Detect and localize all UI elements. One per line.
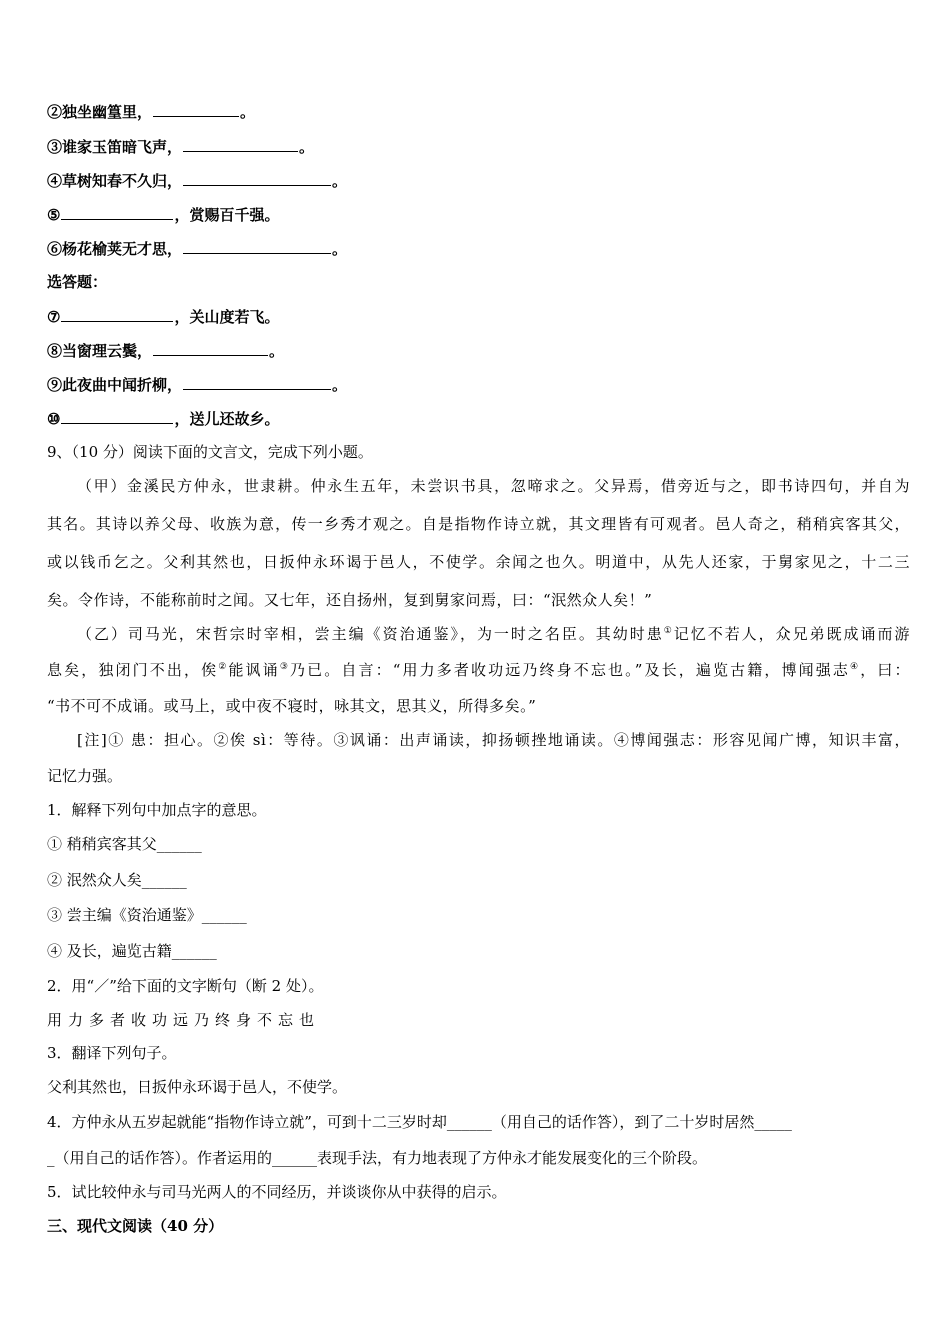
footnote-marker: ② bbox=[218, 662, 229, 672]
fill-item-3: ③谁家玉笛暗飞声， 。 bbox=[47, 138, 315, 156]
sub-question-1-item-4: ④ 及长，遍览古籍______ bbox=[47, 942, 217, 960]
sub-question-3: 3．翻译下列句子。 bbox=[47, 1044, 177, 1062]
sub-question-3-text: 父利其然也，日扳仲永环谒于邑人，不使学。 bbox=[47, 1078, 348, 1096]
footnote-marker: ④ bbox=[850, 662, 861, 672]
answer-blank bbox=[183, 238, 331, 254]
answer-blank bbox=[61, 204, 173, 220]
footnote-marker: ③ bbox=[279, 662, 291, 672]
fill-item-7: ⑦ ，关山度若飞。 bbox=[47, 308, 280, 326]
sub-question-4-line-1: 4．方仲永从五岁起就能“指物作诗立就”，可到十二三岁时却______（用自己的话作答），到了二十岁时居然_____ bbox=[47, 1113, 792, 1131]
footnote-marker: ① bbox=[663, 626, 674, 636]
answer-blank bbox=[61, 408, 173, 424]
passage-jia-line-2: 其名。其诗以养父母、收族为意，传一乡秀才观之。自是指物作诗立就，其文理皆有可观者。邑人奇之，稍稍宾客其父， bbox=[47, 515, 910, 533]
notes-line-2: 记忆力强。 bbox=[47, 767, 123, 785]
passage-yi-line-3: “书不可不成诵。或马上，或中夜不寝时，咏其文，思其义，所得多矣。” bbox=[47, 697, 537, 715]
section-3-heading: 三、现代文阅读（40 分） bbox=[47, 1217, 224, 1235]
answer-blank bbox=[183, 170, 331, 186]
fill-item-10: ⑩ ，送儿还故乡。 bbox=[47, 410, 280, 428]
sub-question-2-text: 用力多者收功远乃终身不忘也 bbox=[47, 1011, 321, 1029]
fill-item-9: ⑨此夜曲中闻折柳， 。 bbox=[47, 376, 348, 394]
question-9-heading: 9、（10 分）阅读下面的文言文，完成下列小题。 bbox=[47, 443, 373, 461]
passage-yi-line-2: 息矣，独闭门不出，俟②能讽诵③乃已。自言：“用力多者收功远乃终身不忘也。”及长，遍览古籍，博闻强志④，曰： bbox=[47, 661, 910, 679]
passage-yi-line-1: （乙）司马光，宋哲宗时宰相，尝主编《资治通鉴》，为一时之名臣。其幼时患①记忆不若人，众兄弟既成诵而游 bbox=[77, 625, 910, 643]
passage-jia-line-4: 矣。令作诗，不能称前时之闻。又七年，还自扬州，复到舅家问焉，曰：“泯然众人矣！” bbox=[47, 591, 653, 609]
answer-blank bbox=[183, 136, 298, 152]
notes-line-1: [注]① 患：担心。②俟 sì：等待。③讽诵：出声诵读，抑扬顿挫地诵读。④博闻强志：形容见闻广博，知识丰富， bbox=[77, 731, 910, 749]
answer-blank bbox=[153, 340, 268, 356]
fill-item-8: ⑧当窗理云鬓， 。 bbox=[47, 342, 285, 360]
sub-question-1-item-2: ② 泯然众人矣______ bbox=[47, 871, 187, 889]
sub-question-2: 2．用“／”给下面的文字断句（断 2 处）。 bbox=[47, 977, 324, 995]
answer-blank bbox=[153, 101, 239, 117]
answer-blank bbox=[183, 374, 331, 390]
sub-question-4-line-2: _（用自己的话作答）。作者运用的______表现手法，有力地表现了方仲永才能发展变化的三个阶段。 bbox=[47, 1149, 708, 1167]
passage-jia-line-1: （甲）金溪民方仲永，世隶耕。仲永生五年，未尝识书具，忽啼求之。父异焉，借旁近与之，即书诗四句，并自为 bbox=[77, 477, 910, 495]
fill-item-2: ②独坐幽篁里， 。 bbox=[47, 103, 256, 121]
fill-item-5: ⑤ ，赏赐百千强。 bbox=[47, 206, 280, 224]
passage-jia-line-3: 或以钱币乞之。父利其然也，日扳仲永环谒于邑人，不使学。余闻之也久。明道中，从先人还家，于舅家见之，十二三 bbox=[47, 553, 910, 571]
sub-question-1-item-3: ③ 尝主编《资治通鉴》______ bbox=[47, 906, 247, 924]
choice-heading: 选答题： bbox=[47, 273, 108, 291]
fill-item-4: ④草树知春不久归， 。 bbox=[47, 172, 348, 190]
sub-question-1: 1．解释下列句中加点字的意思。 bbox=[47, 801, 267, 819]
sub-question-1-item-1: ① 稍稍宾客其父______ bbox=[47, 835, 202, 853]
sub-question-5: 5．试比较仲永与司马光两人的不同经历，并谈谈你从中获得的启示。 bbox=[47, 1183, 507, 1201]
answer-blank bbox=[61, 306, 173, 322]
fill-item-6: ⑥杨花榆荚无才思， 。 bbox=[47, 240, 348, 258]
